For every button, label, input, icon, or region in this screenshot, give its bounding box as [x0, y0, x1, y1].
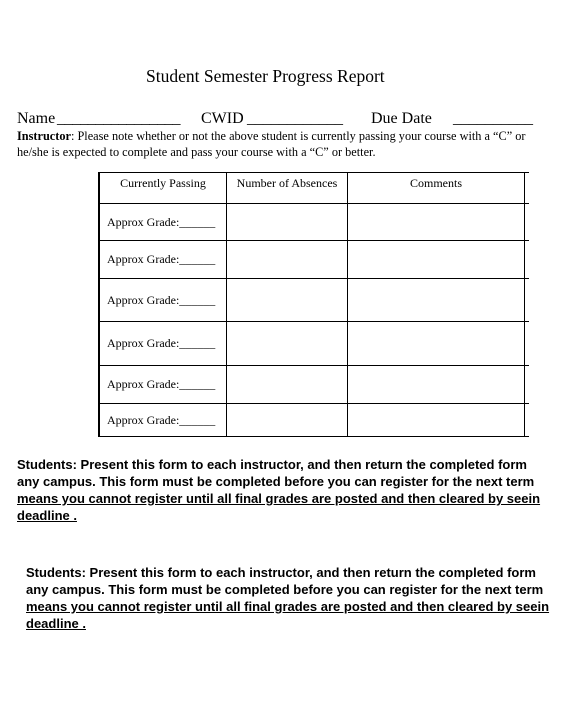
comments-cell[interactable]	[348, 404, 525, 437]
instructor-note	[17, 129, 552, 160]
comments-cell[interactable]	[348, 322, 525, 366]
student-instructions	[17, 456, 547, 524]
table-row	[99, 404, 529, 437]
approx-grade-cell[interactable]: Approx Grade:______	[99, 366, 227, 404]
due-date-label: Due Date	[371, 110, 432, 127]
table-row	[99, 366, 529, 404]
extra-cell	[525, 404, 530, 437]
instructions-line: Students: Present this form to each instructor, and then return the completed form	[26, 565, 536, 580]
extra-cell	[525, 241, 530, 279]
comments-cell[interactable]	[348, 366, 525, 404]
instructor-text: : Please note whether or not the above student is currently passing your course with a “C” or he/she is expected to complete and pass your course with a “C” or better.	[17, 129, 526, 159]
cwid-label: CWID	[201, 110, 244, 127]
instructions-line: any campus. This form must be completed before you can register for the next term	[26, 582, 544, 597]
approx-grade-cell[interactable]: Approx Grade:______	[99, 322, 227, 366]
approx-grade-cell[interactable]: Approx Grade:______	[99, 404, 227, 437]
table-header-row	[99, 173, 529, 204]
student-fields	[17, 110, 557, 130]
instructions-line: means you cannot register until all final grades are posted and then cleared by seein	[17, 491, 541, 506]
approx-grade-cell[interactable]: Approx Grade:______	[99, 204, 227, 241]
due-date-field[interactable]: __________	[453, 110, 533, 127]
header-absences: Number of Absences	[227, 173, 348, 204]
absences-cell[interactable]	[227, 204, 348, 241]
extra-cell	[525, 366, 530, 404]
grades-table	[98, 172, 529, 437]
approx-grade-cell[interactable]: Approx Grade:______	[99, 279, 227, 322]
instructions-line: Students: Present this form to each instructor, and then return the completed form	[17, 457, 527, 472]
name-label: Name	[17, 110, 56, 127]
instructor-label: Instructor	[17, 129, 71, 143]
header-currently-passing: Currently Passing	[99, 173, 227, 204]
absences-cell[interactable]	[227, 322, 348, 366]
student-instructions-repeat	[26, 564, 556, 632]
comments-cell[interactable]	[348, 204, 525, 241]
extra-cell	[525, 322, 530, 366]
table-row	[99, 204, 529, 241]
instructions-line: means you cannot register until all final grades are posted and then cleared by seein	[26, 599, 550, 614]
header-extra	[525, 173, 530, 204]
header-comments: Comments	[348, 173, 525, 204]
comments-cell[interactable]	[348, 241, 525, 279]
absences-cell[interactable]	[227, 404, 348, 437]
extra-cell	[525, 204, 530, 241]
extra-cell	[525, 279, 530, 322]
absences-cell[interactable]	[227, 366, 348, 404]
instructions-line: deadline .	[17, 508, 77, 523]
table-row	[99, 322, 529, 366]
approx-grade-cell[interactable]: Approx Grade:______	[99, 241, 227, 279]
table-row	[99, 241, 529, 279]
absences-cell[interactable]	[227, 241, 348, 279]
table-row	[99, 279, 529, 322]
cwid-field[interactable]: ____________	[247, 110, 343, 127]
instructions-line: any campus. This form must be completed before you can register for the next term	[17, 474, 535, 489]
name-field[interactable]: ________________	[57, 110, 181, 127]
comments-cell[interactable]	[348, 279, 525, 322]
page-title: Student Semester Progress Report	[146, 66, 385, 86]
instructions-line: deadline .	[26, 616, 86, 631]
absences-cell[interactable]	[227, 279, 348, 322]
